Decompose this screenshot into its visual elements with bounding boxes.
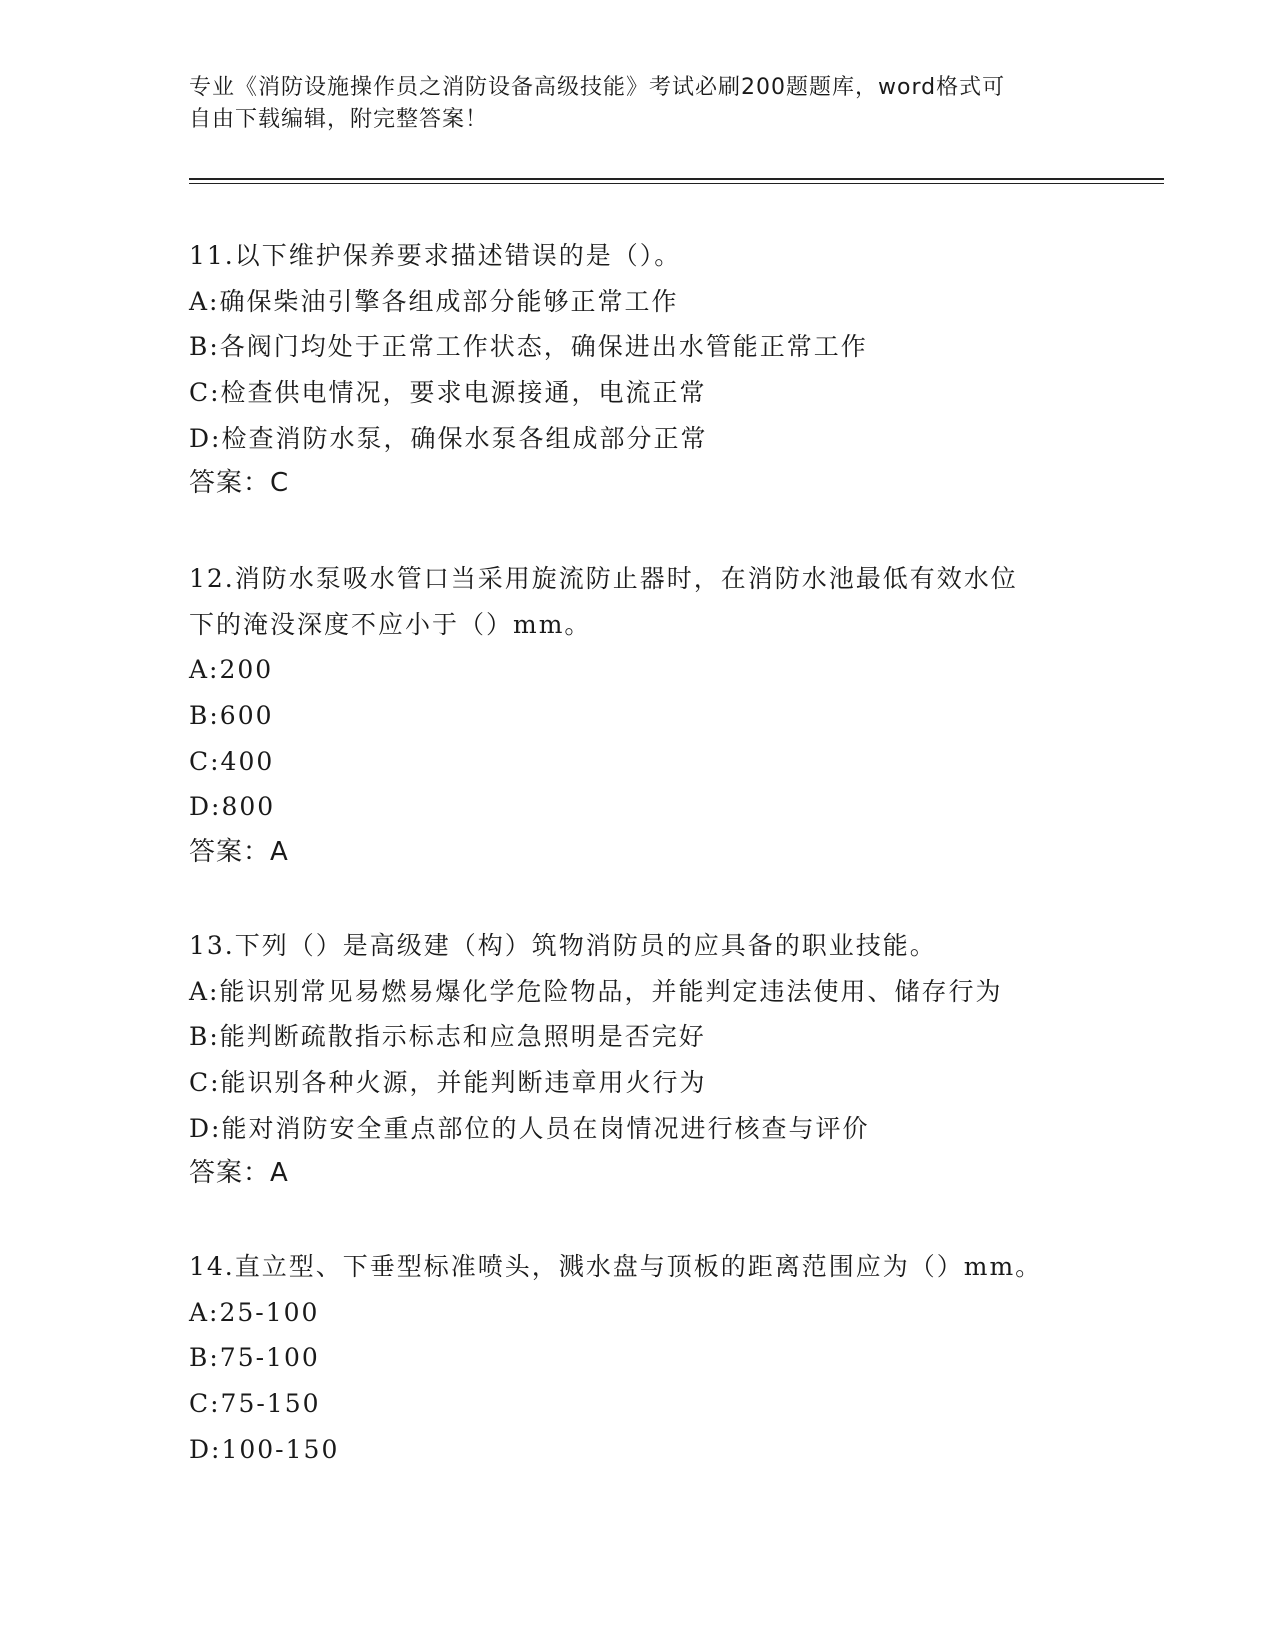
- option-a: A:25-100: [189, 1297, 320, 1327]
- header-line-1: 专业《消防设施操作员之消防设备高级技能》考试必刷200题题库，word格式可: [189, 75, 1006, 100]
- question-14: [189, 1244, 1089, 1472]
- answer-line: 答案：A: [189, 837, 289, 868]
- option-a: A:200: [189, 655, 274, 685]
- header-divider-thin: [189, 183, 1164, 184]
- option-c: C:检查供电情况，要求电源接通，电流正常: [189, 378, 707, 408]
- answer-line: 答案：A: [189, 1158, 289, 1189]
- question-stem: 14.直立型、下垂型标准喷头，溅水盘与顶板的距离范围应为（）mm。: [189, 1252, 1043, 1281]
- option-d: D:检查消防水泵，确保水泵各组成部分正常: [189, 423, 708, 453]
- question-13: [189, 923, 1089, 1197]
- header-divider-thick: [189, 178, 1164, 180]
- option-c: C:能识别各种火源，并能判断违章用火行为: [189, 1068, 707, 1098]
- option-b: B:各阀门均处于正常工作状态，确保进出水管能正常工作: [189, 332, 868, 362]
- question-stem: 13.下列（）是高级建（构）筑物消防员的应具备的职业技能。: [189, 931, 937, 960]
- question-12: [189, 556, 1089, 876]
- option-d: D:能对消防安全重点部位的人员在岗情况进行核查与评价: [189, 1113, 870, 1143]
- answer-line: 答案：C: [189, 468, 290, 499]
- option-b: B:600: [189, 701, 274, 731]
- option-a: A:能识别常见易燃易爆化学危险物品，并能判定违法使用、储存行为: [189, 976, 1003, 1006]
- header-line-2: 自由下载编辑，附完整答案！: [189, 107, 489, 132]
- option-a: A:确保柴油引擎各组成部分能够正常工作: [189, 286, 679, 316]
- option-d: D:800: [189, 792, 276, 822]
- question-stem: 12.消防水泵吸水管口当采用旋流防止器时，在消防水池最低有效水位: [189, 564, 1018, 593]
- option-c: C:75-150: [189, 1389, 321, 1419]
- question-stem: 11.以下维护保养要求描述错误的是（）。: [189, 241, 682, 270]
- option-d: D:100-150: [189, 1434, 340, 1464]
- option-c: C:400: [189, 746, 275, 776]
- question-stem-continued: 下的淹没深度不应小于（）mm。: [189, 609, 592, 639]
- document-header: [189, 72, 1089, 136]
- option-b: B:能判断疏散指示标志和应急照明是否完好: [189, 1022, 706, 1052]
- question-11: [189, 233, 1089, 507]
- option-b: B:75-100: [189, 1343, 320, 1373]
